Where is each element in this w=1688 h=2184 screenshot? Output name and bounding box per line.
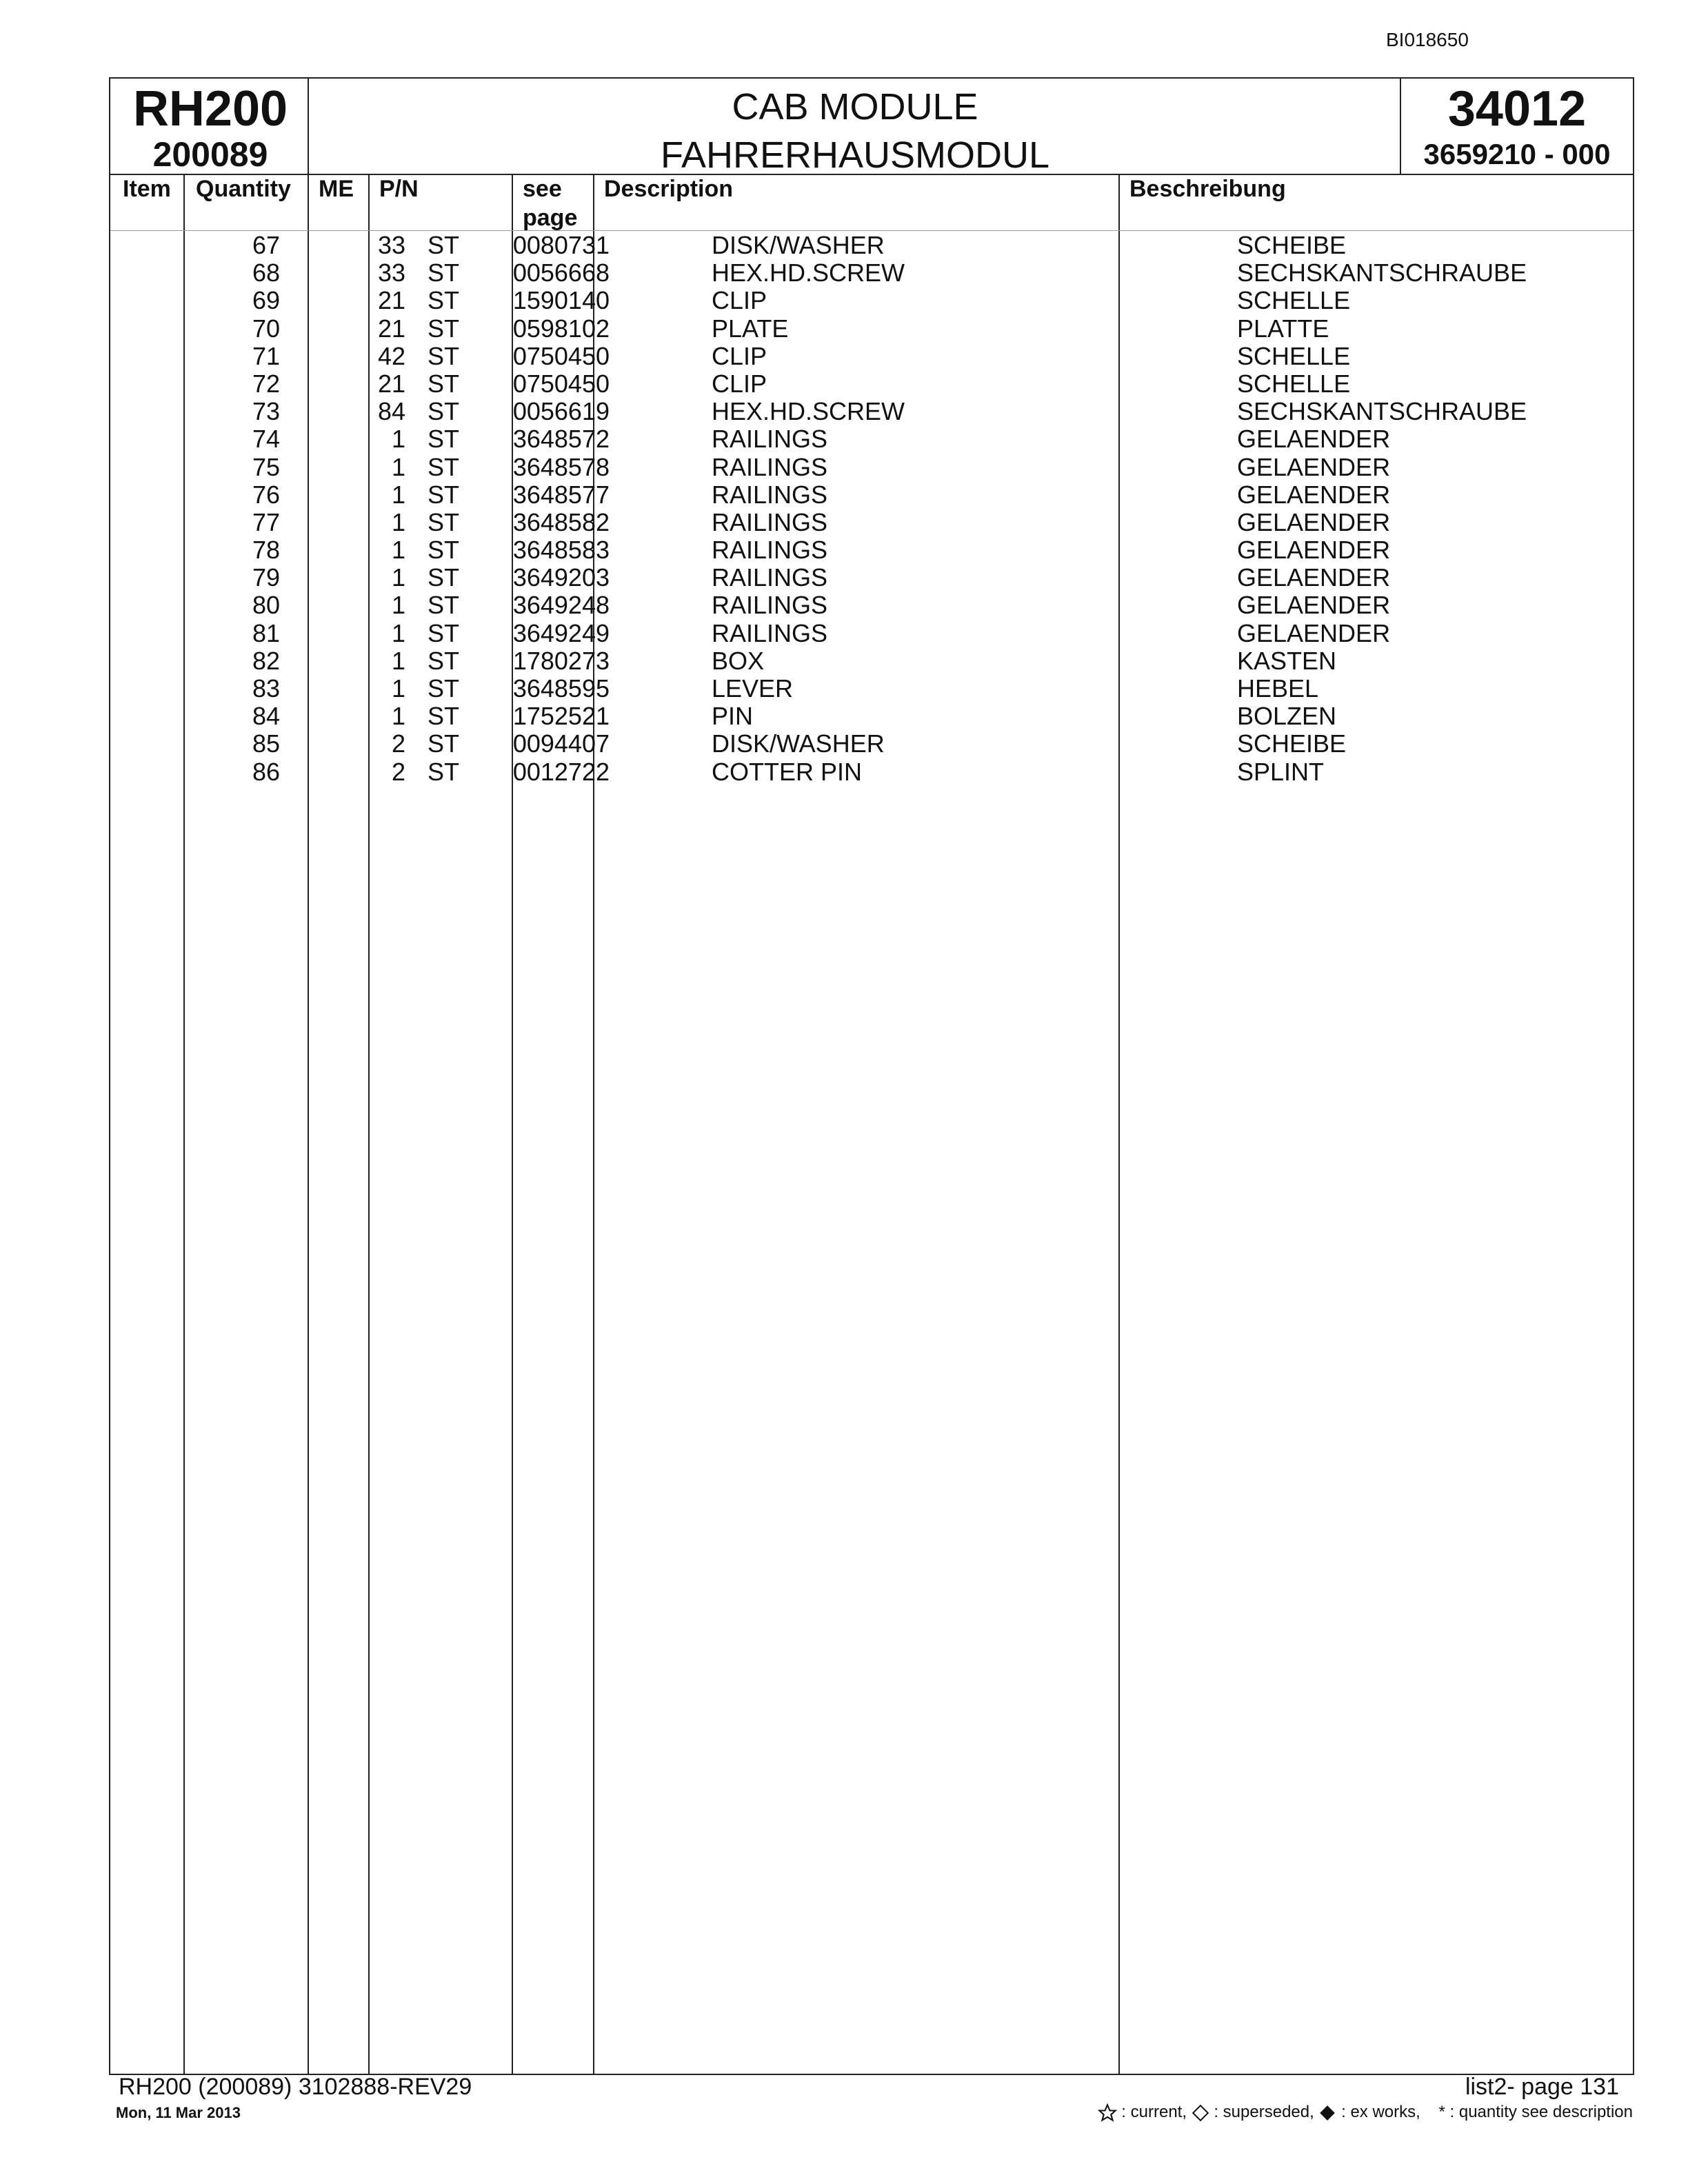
unit-cell: ST (428, 757, 460, 786)
description-cell: RAILINGS (712, 480, 828, 509)
column-header-page: page (523, 205, 578, 231)
description-cell: HEX.HD.SCREW (712, 397, 905, 426)
part-number-cell: 0598102 (512, 314, 610, 343)
table-row (110, 315, 1633, 343)
quantity-cell: 1 (391, 674, 405, 702)
beschreibung-cell: SCHEIBE (1237, 231, 1347, 259)
unit-cell: ST (428, 646, 460, 675)
beschreibung-cell: GELAENDER (1237, 425, 1391, 454)
unit-cell: ST (428, 452, 460, 481)
table-row (110, 454, 1633, 481)
item-cell: 76 (252, 480, 280, 509)
part-number-cell: 3648595 (512, 674, 610, 702)
quantity-cell: 33 (377, 259, 405, 287)
quantity-cell: 1 (391, 563, 405, 592)
item-cell: 69 (252, 286, 280, 315)
table-row (110, 232, 1633, 259)
item-cell: 82 (252, 646, 280, 675)
item-cell: 72 (252, 369, 280, 398)
unit-cell: ST (428, 425, 460, 454)
table-row (110, 259, 1633, 287)
table-row (110, 564, 1633, 592)
table-row (110, 370, 1633, 398)
part-number-cell: 0750450 (512, 369, 610, 398)
column-header-item: Item (123, 176, 171, 202)
quantity-cell: 1 (391, 507, 405, 536)
quantity-cell: 1 (391, 618, 405, 647)
table-row (110, 730, 1633, 758)
table-row (110, 509, 1633, 536)
description-cell: CLIP (712, 369, 767, 398)
table-row (110, 647, 1633, 675)
document-id: BI018650 (1386, 29, 1469, 50)
description-cell: RAILINGS (712, 452, 828, 481)
column-header-beschreibung: Beschreibung (1129, 176, 1286, 202)
table-row (110, 536, 1633, 564)
beschreibung-cell: SECHSKANTSCHRAUBE (1237, 259, 1527, 287)
unit-cell: ST (428, 314, 460, 343)
item-cell: 67 (252, 231, 280, 259)
quantity-cell: 21 (377, 369, 405, 398)
drawing-number: 3659210 - 000 (1423, 138, 1611, 170)
unit-cell: ST (428, 369, 460, 398)
description-cell: COTTER PIN (712, 757, 863, 786)
unit-cell: ST (428, 259, 460, 287)
quantity-cell: 21 (377, 286, 405, 315)
unit-cell: ST (428, 702, 460, 731)
beschreibung-cell: GELAENDER (1237, 618, 1391, 647)
beschreibung-cell: SCHELLE (1237, 341, 1351, 370)
item-cell: 73 (252, 397, 280, 426)
table-row (110, 481, 1633, 509)
quantity-cell: 1 (391, 646, 405, 675)
item-cell: 77 (252, 507, 280, 536)
quantity-cell: 1 (391, 452, 405, 481)
beschreibung-cell: GELAENDER (1237, 452, 1391, 481)
item-cell: 85 (252, 729, 280, 758)
item-cell: 80 (252, 591, 280, 620)
unit-cell: ST (428, 480, 460, 509)
description-cell: RAILINGS (712, 591, 828, 620)
item-cell: 86 (252, 757, 280, 786)
quantity-cell: 2 (391, 729, 405, 758)
unit-cell: ST (428, 618, 460, 647)
description-cell: RAILINGS (712, 563, 828, 592)
beschreibung-cell: GELAENDER (1237, 507, 1391, 536)
quantity-cell: 2 (391, 757, 405, 786)
quantity-cell: 1 (391, 480, 405, 509)
beschreibung-cell: SCHELLE (1237, 286, 1351, 315)
part-number-cell: 0750450 (512, 341, 610, 370)
description-cell: RAILINGS (712, 536, 828, 565)
quantity-cell: 42 (377, 341, 405, 370)
table-row (110, 620, 1633, 647)
part-number-cell: 0012722 (512, 757, 610, 786)
unit-cell: ST (428, 341, 460, 370)
quantity-cell: 1 (391, 425, 405, 454)
column-header-description: Description (604, 176, 734, 202)
star-icon (1098, 2103, 1117, 2121)
table-row (110, 425, 1633, 453)
document-reference: RH200 (200089) 3102888-REV29 (119, 2074, 472, 2100)
beschreibung-cell: SPLINT (1237, 757, 1325, 786)
description-cell: DISK/WASHER (712, 729, 885, 758)
page-title: CAB MODULE (732, 86, 978, 128)
beschreibung-cell: PLATTE (1237, 314, 1329, 343)
quantity-cell: 1 (391, 702, 405, 731)
beschreibung-cell: GELAENDER (1237, 480, 1391, 509)
part-number-cell: 0080731 (512, 231, 610, 259)
description-cell: CLIP (712, 341, 767, 370)
table-row (110, 758, 1633, 786)
table-row (110, 287, 1633, 314)
item-cell: 83 (252, 674, 280, 702)
item-cell: 71 (252, 341, 280, 370)
legend (1098, 2103, 1633, 2123)
part-number-cell: 3649248 (512, 591, 610, 620)
description-cell: RAILINGS (712, 618, 828, 647)
part-number-cell: 0094407 (512, 729, 610, 758)
description-cell: PLATE (712, 314, 789, 343)
part-number-cell: 3648583 (512, 536, 610, 565)
description-cell: RAILINGS (712, 425, 828, 454)
beschreibung-cell: HEBEL (1237, 674, 1319, 702)
column-header-quantity: Quantity (196, 176, 291, 202)
beschreibung-cell: SECHSKANTSCHRAUBE (1237, 397, 1527, 426)
column-header-see: see (523, 176, 562, 202)
table-row (110, 675, 1633, 702)
unit-cell: ST (428, 397, 460, 426)
description-cell: LEVER (712, 674, 794, 702)
item-cell: 79 (252, 563, 280, 592)
unit-cell: ST (428, 674, 460, 702)
beschreibung-cell: GELAENDER (1237, 591, 1391, 620)
beschreibung-cell: SCHEIBE (1237, 729, 1347, 758)
description-cell: CLIP (712, 286, 767, 315)
print-date: Mon, 11 Mar 2013 (116, 2104, 241, 2121)
diamond-filled-icon (1318, 2103, 1336, 2121)
unit-cell: ST (428, 286, 460, 315)
item-cell: 70 (252, 314, 280, 343)
legend-quantity: * : quantity see description (1438, 2103, 1633, 2121)
quantity-cell: 1 (391, 536, 405, 565)
table-row (110, 398, 1633, 425)
part-number-cell: 3648578 (512, 452, 610, 481)
unit-cell: ST (428, 591, 460, 620)
legend-current: : current, (1121, 2103, 1187, 2121)
quantity-cell: 84 (377, 397, 405, 426)
part-number-cell: 0056619 (512, 397, 610, 426)
page-number: list2- page 131 (1465, 2074, 1619, 2100)
group-number: 34012 (1447, 81, 1587, 136)
beschreibung-cell: SCHELLE (1237, 369, 1351, 398)
part-number-cell: 1752521 (512, 702, 610, 731)
parts-list-frame (109, 77, 1634, 2075)
beschreibung-cell: GELAENDER (1237, 536, 1391, 565)
unit-cell: ST (428, 536, 460, 565)
item-cell: 75 (252, 452, 280, 481)
item-cell: 81 (252, 618, 280, 647)
unit-cell: ST (428, 563, 460, 592)
quantity-cell: 33 (377, 231, 405, 259)
description-cell: BOX (712, 646, 765, 675)
unit-cell: ST (428, 507, 460, 536)
item-cell: 78 (252, 536, 280, 565)
part-number-cell: 3648582 (512, 507, 610, 536)
item-cell: 84 (252, 702, 280, 731)
quantity-cell: 21 (377, 314, 405, 343)
beschreibung-cell: KASTEN (1237, 646, 1337, 675)
description-cell: PIN (712, 702, 754, 731)
column-header-pn: P/N (379, 176, 419, 202)
description-cell: RAILINGS (712, 507, 828, 536)
description-cell: DISK/WASHER (712, 231, 885, 259)
table-row (110, 592, 1633, 619)
part-number-cell: 3648572 (512, 425, 610, 454)
column-header-me: ME (319, 176, 354, 202)
model-name: RH200 (132, 81, 288, 136)
legend-ex-works: : ex works, (1341, 2103, 1420, 2121)
part-number-cell: 1590140 (512, 286, 610, 315)
table-row (110, 702, 1633, 730)
legend-superseded: : superseded, (1214, 2103, 1314, 2121)
description-cell: HEX.HD.SCREW (712, 259, 905, 287)
beschreibung-cell: BOLZEN (1237, 702, 1337, 731)
page-title-german: FAHRERHAUSMODUL (660, 134, 1050, 176)
diamond-outline-icon (1192, 2103, 1209, 2121)
item-cell: 74 (252, 425, 280, 454)
serial-number: 200089 (152, 135, 268, 174)
part-number-cell: 3648577 (512, 480, 610, 509)
table-row (110, 343, 1633, 370)
parts-table-body (110, 232, 1633, 786)
unit-cell: ST (428, 729, 460, 758)
part-number-cell: 3649249 (512, 618, 610, 647)
part-number-cell: 3649203 (512, 563, 610, 592)
part-number-cell: 0056668 (512, 259, 610, 287)
part-number-cell: 1780273 (512, 646, 610, 675)
beschreibung-cell: GELAENDER (1237, 563, 1391, 592)
quantity-cell: 1 (391, 591, 405, 620)
item-cell: 68 (252, 259, 280, 287)
unit-cell: ST (428, 231, 460, 259)
